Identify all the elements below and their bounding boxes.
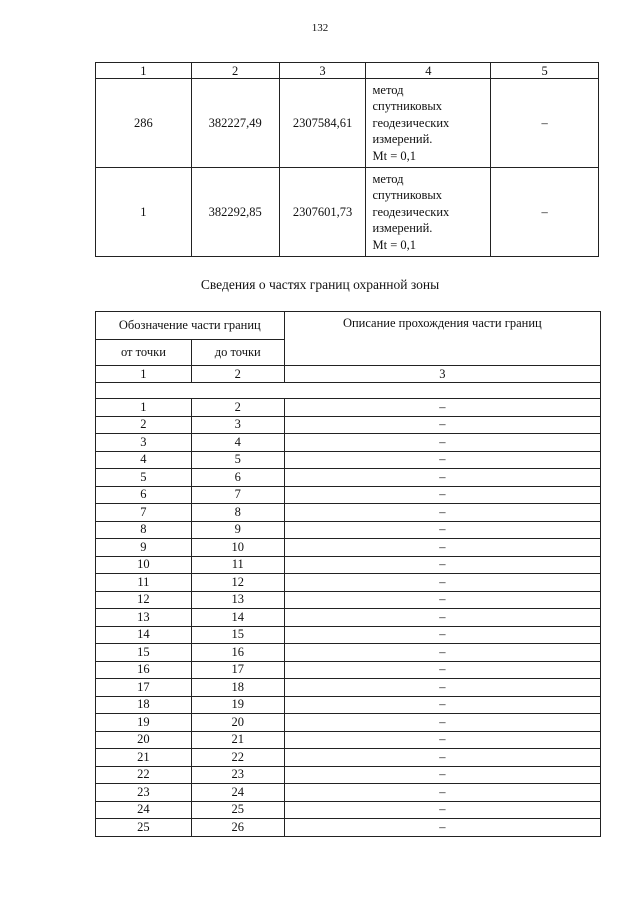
empty-row	[96, 383, 601, 399]
y-coordinate: 2307601,73	[279, 168, 366, 257]
to-point: 13	[191, 591, 284, 609]
to-point: 4	[191, 434, 284, 452]
table-row	[96, 609, 601, 627]
boundary-description: –	[284, 521, 600, 539]
column-number: 2	[191, 63, 279, 79]
to-point: 20	[191, 714, 284, 732]
boundary-description: –	[284, 591, 600, 609]
from-point: 19	[96, 714, 192, 732]
table-row	[96, 399, 601, 417]
boundary-description: –	[284, 819, 600, 837]
boundary-description: –	[284, 801, 600, 819]
to-point: 14	[191, 609, 284, 627]
boundary-description: –	[284, 486, 600, 504]
from-point: 10	[96, 556, 192, 574]
method-line: спутниковых	[372, 188, 443, 203]
from-point: 8	[96, 521, 192, 539]
boundary-description: –	[284, 434, 600, 452]
to-point: 16	[191, 644, 284, 662]
boundary-description: –	[284, 784, 600, 802]
table-row	[96, 679, 601, 697]
from-point: 5	[96, 469, 192, 487]
to-point: 2	[191, 399, 284, 417]
from-point: 7	[96, 504, 192, 522]
table-header-row	[96, 312, 601, 340]
column-number: 3	[284, 366, 600, 383]
column-number: 1	[96, 366, 192, 383]
to-point: 22	[191, 749, 284, 767]
boundary-description: –	[284, 766, 600, 784]
to-point: 18	[191, 679, 284, 697]
coordinates-table	[95, 62, 599, 257]
table-row	[96, 784, 601, 802]
table-header-row	[96, 63, 599, 79]
from-point: 4	[96, 451, 192, 469]
from-point: 18	[96, 696, 192, 714]
section-title: Сведения о частях границ охранной зоны	[200, 277, 440, 292]
boundary-description: –	[284, 714, 600, 732]
boundary-description: –	[284, 539, 600, 557]
from-point: 11	[96, 574, 192, 592]
table-row	[96, 556, 601, 574]
from-point: 3	[96, 434, 192, 452]
boundary-description: –	[284, 609, 600, 627]
table-row	[96, 168, 599, 257]
table-row	[96, 661, 601, 679]
header-to-point: до точки	[191, 340, 284, 366]
method-line: Mt = 0,1	[372, 148, 416, 163]
boundary-description: –	[284, 469, 600, 487]
to-point: 12	[191, 574, 284, 592]
column-number-row	[96, 366, 601, 383]
to-point: 10	[191, 539, 284, 557]
from-point: 24	[96, 801, 192, 819]
to-point: 6	[191, 469, 284, 487]
table-row	[96, 591, 601, 609]
boundary-description: –	[284, 731, 600, 749]
x-coordinate: 382292,85	[191, 168, 279, 257]
table-row	[96, 504, 601, 522]
to-point: 24	[191, 784, 284, 802]
to-point: 9	[191, 521, 284, 539]
note: –	[491, 79, 599, 168]
method-line: Mt = 0,1	[372, 237, 416, 252]
from-point: 25	[96, 819, 192, 837]
boundary-parts-table	[95, 311, 601, 837]
empty-cell	[96, 383, 601, 399]
from-point: 16	[96, 661, 192, 679]
table-row	[96, 801, 601, 819]
from-point: 22	[96, 766, 192, 784]
table-row	[96, 766, 601, 784]
boundary-description: –	[284, 749, 600, 767]
from-point: 21	[96, 749, 192, 767]
note: –	[491, 168, 599, 257]
column-number: 4	[366, 63, 491, 79]
boundary-description: –	[284, 416, 600, 434]
table-row	[96, 626, 601, 644]
to-point: 8	[191, 504, 284, 522]
table-row	[96, 486, 601, 504]
from-point: 6	[96, 486, 192, 504]
y-coordinate: 2307584,61	[279, 79, 366, 168]
to-point: 11	[191, 556, 284, 574]
boundary-description: –	[284, 399, 600, 417]
from-point: 20	[96, 731, 192, 749]
to-point: 5	[191, 451, 284, 469]
boundary-description: –	[284, 696, 600, 714]
method-line: спутниковых	[372, 99, 443, 114]
method-line: метод	[372, 82, 404, 97]
table-row	[96, 416, 601, 434]
from-point: 1	[96, 399, 192, 417]
column-number: 1	[96, 63, 192, 79]
method-line: измерений.	[372, 132, 433, 147]
from-point: 15	[96, 644, 192, 662]
boundary-description: –	[284, 556, 600, 574]
table-row	[96, 696, 601, 714]
to-point: 3	[191, 416, 284, 434]
table-row	[96, 451, 601, 469]
to-point: 17	[191, 661, 284, 679]
boundary-description: –	[284, 679, 600, 697]
from-point: 23	[96, 784, 192, 802]
column-number: 3	[279, 63, 366, 79]
point-number: 286	[96, 79, 192, 168]
table-row	[96, 644, 601, 662]
table-row	[96, 434, 601, 452]
from-point: 13	[96, 609, 192, 627]
column-number: 5	[491, 63, 599, 79]
to-point: 19	[191, 696, 284, 714]
to-point: 21	[191, 731, 284, 749]
table-row	[96, 574, 601, 592]
measurement-method	[366, 168, 491, 257]
to-point: 15	[191, 626, 284, 644]
table-row	[96, 749, 601, 767]
header-boundary-part-designation: Обозначение части границ	[96, 312, 285, 340]
table-row	[96, 714, 601, 732]
boundary-description: –	[284, 644, 600, 662]
from-point: 17	[96, 679, 192, 697]
to-point: 26	[191, 819, 284, 837]
table-row	[96, 79, 599, 168]
boundary-description: –	[284, 661, 600, 679]
method-line: измерений.	[372, 221, 433, 236]
to-point: 25	[191, 801, 284, 819]
boundary-description: –	[284, 451, 600, 469]
from-point: 12	[96, 591, 192, 609]
column-number: 2	[191, 366, 284, 383]
table-row	[96, 539, 601, 557]
from-point: 14	[96, 626, 192, 644]
point-number: 1	[96, 168, 192, 257]
x-coordinate: 382227,49	[191, 79, 279, 168]
boundary-description: –	[284, 574, 600, 592]
header-boundary-description: Описание прохождения части границ	[284, 312, 600, 366]
boundary-description: –	[284, 504, 600, 522]
to-point: 23	[191, 766, 284, 784]
method-line: геодезических	[372, 204, 450, 219]
table-row	[96, 731, 601, 749]
table-row	[96, 819, 601, 837]
table-row	[96, 521, 601, 539]
to-point: 7	[191, 486, 284, 504]
header-from-point: от точки	[96, 340, 192, 366]
page-number: 132	[311, 22, 329, 34]
method-line: метод	[372, 171, 404, 186]
from-point: 9	[96, 539, 192, 557]
measurement-method	[366, 79, 491, 168]
table-row	[96, 469, 601, 487]
boundary-description: –	[284, 626, 600, 644]
method-line: геодезических	[372, 115, 450, 130]
from-point: 2	[96, 416, 192, 434]
